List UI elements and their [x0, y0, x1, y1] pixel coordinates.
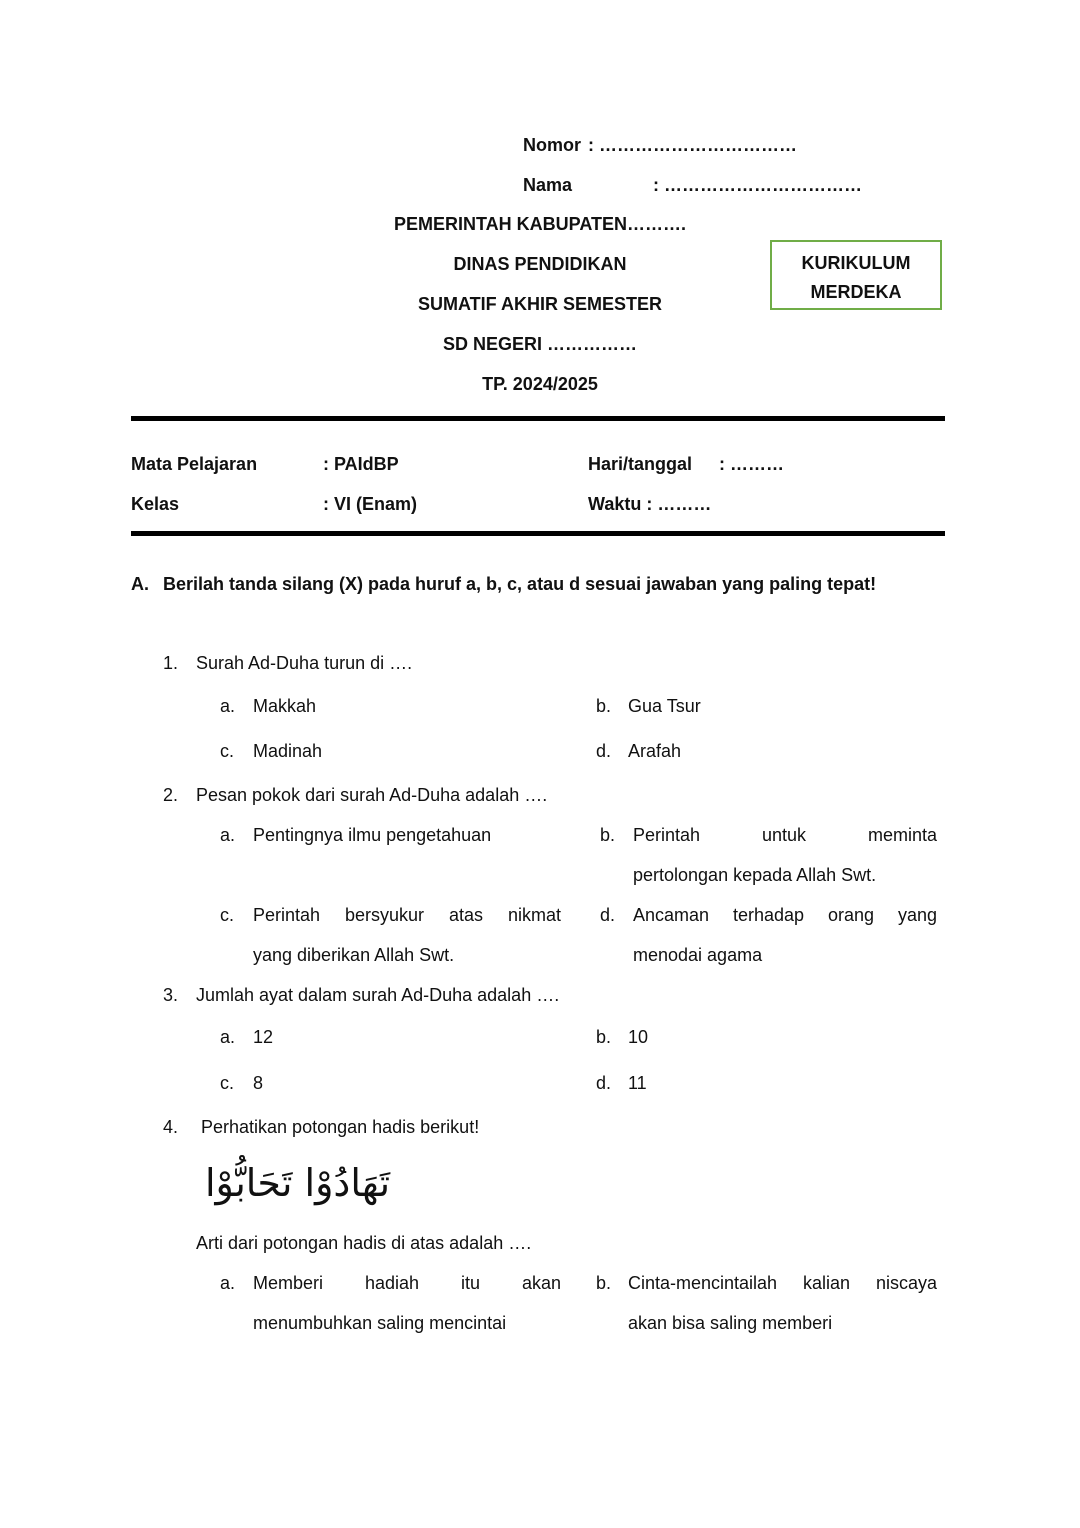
option-letter: c.	[220, 741, 235, 761]
option-letter: a.	[220, 696, 236, 716]
option-text-cont: menodai agama	[633, 945, 763, 965]
option-letter: b.	[596, 1273, 612, 1293]
kelas-label: Kelas	[131, 494, 180, 514]
option-text-cont: pertolongan kepada Allah Swt.	[633, 865, 877, 885]
option-letter: a.	[220, 1273, 236, 1293]
kelas-value: : VI (Enam)	[323, 494, 418, 514]
option-text: Perintah untuk meminta	[633, 825, 937, 845]
mapel-value: : PAIdBP	[323, 454, 399, 474]
waktu: Waktu : ………	[588, 494, 712, 514]
option-text: Cinta-mencintailah kalian niscaya	[628, 1273, 937, 1293]
nomor-label: Nomor	[523, 135, 581, 155]
option-text: Ancaman terhadap orang yang	[633, 905, 937, 925]
divider	[131, 416, 945, 421]
hari-value: : ………	[719, 454, 784, 474]
option-text: Gua Tsur	[628, 696, 701, 716]
option-letter: a.	[220, 1027, 236, 1047]
question-text: Pesan pokok dari surah Ad-Duha adalah ….	[196, 785, 548, 805]
option-text: Arafah	[628, 741, 682, 761]
option-letter: c.	[220, 905, 235, 925]
header-line: SD NEGERI ……………	[442, 334, 638, 354]
option-text-cont: yang diberikan Allah Swt.	[253, 945, 455, 965]
option-letter: a.	[220, 825, 236, 845]
option-letter: b.	[600, 825, 616, 845]
option-text: 11	[628, 1073, 647, 1093]
header-line: PEMERINTAH KABUPATEN……….	[394, 214, 686, 234]
question-subtext: Arti dari potongan hadis di atas adalah ….	[196, 1233, 532, 1253]
section-instruction: Berilah tanda silang (X) pada huruf a, b, c, atau d sesuai jawaban yang paling tepat!	[163, 574, 877, 594]
arabic-hadith: تَهَادُوْا تَحَابُّوْا	[205, 1161, 391, 1205]
curriculum-badge	[770, 240, 942, 310]
nama-value: : ……………………………	[653, 175, 862, 195]
badge-line: KURIKULUM	[801, 253, 911, 273]
header-line: SUMATIF AKHIR SEMESTER	[417, 294, 663, 314]
option-letter: d.	[596, 1073, 612, 1093]
header-line: DINAS PENDIDIKAN	[453, 254, 627, 274]
option-letter: c.	[220, 1073, 235, 1093]
header-line: TP. 2024/2025	[482, 374, 598, 394]
mapel-label: Mata Pelajaran	[131, 454, 258, 474]
option-text: 12	[253, 1027, 274, 1047]
nomor-value: : ……………………………	[588, 135, 797, 155]
option-text: 10	[628, 1027, 649, 1047]
question-text: Jumlah ayat dalam surah Ad-Duha adalah ….	[196, 985, 560, 1005]
option-text: Madinah	[253, 741, 323, 761]
option-text: Memberi hadiah itu akan	[253, 1273, 561, 1293]
option-text: Perintah bersyukur atas nikmat	[253, 905, 561, 925]
question-number: 1.	[163, 653, 179, 673]
section-letter: A.	[131, 574, 149, 594]
option-letter: d.	[600, 905, 616, 925]
badge-line: MERDEKA	[810, 282, 902, 302]
option-letter: b.	[596, 696, 612, 716]
option-text: 8	[253, 1073, 264, 1093]
option-letter: b.	[596, 1027, 612, 1047]
nama-label: Nama	[523, 175, 573, 195]
option-text-cont: akan bisa saling memberi	[628, 1313, 833, 1333]
option-letter: d.	[596, 741, 612, 761]
divider	[131, 531, 945, 536]
question-text: Surah Ad-Duha turun di ….	[196, 653, 413, 673]
option-text-cont: menumbuhkan saling mencintai	[253, 1313, 507, 1333]
option-text: Pentingnya ilmu pengetahuan	[253, 825, 492, 845]
question-number: 4.	[163, 1117, 179, 1137]
question-number: 3.	[163, 985, 179, 1005]
question-text: Perhatikan potongan hadis berikut!	[201, 1117, 480, 1137]
hari-label: Hari/tanggal	[588, 454, 693, 474]
question-number: 2.	[163, 785, 179, 805]
option-text: Makkah	[253, 696, 317, 716]
